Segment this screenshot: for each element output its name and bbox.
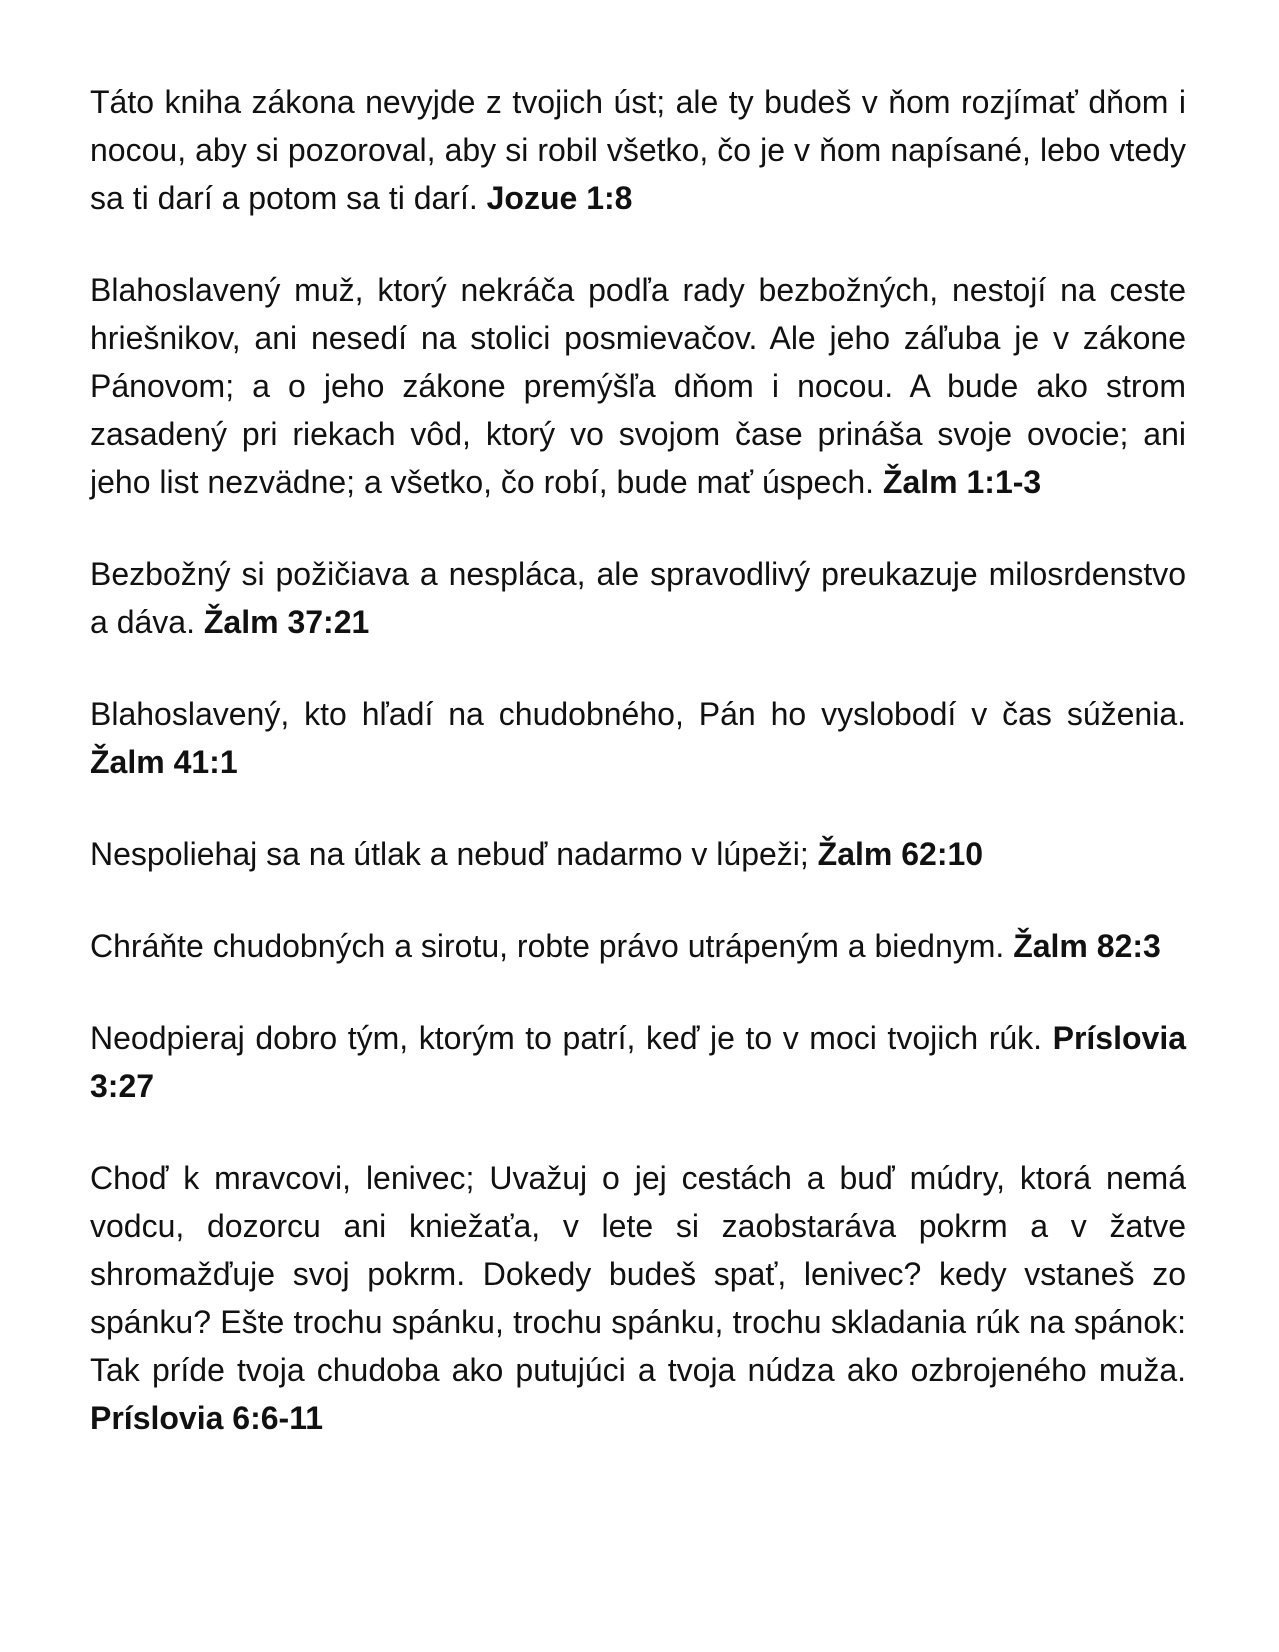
verse-text: Blahoslavený, kto hľadí na chudobného, Pán ho vyslobodí v čas súženia. <box>90 696 1186 732</box>
verse-paragraph <box>90 78 1186 222</box>
verse-paragraph <box>90 1014 1186 1110</box>
verse-paragraph <box>90 922 1186 970</box>
verse-reference: Jozue 1:8 <box>486 180 633 216</box>
verse-reference: Žalm 82:3 <box>1013 928 1161 964</box>
verse-text: Neodpieraj dobro tým, ktorým to patrí, keď je to v moci tvojich rúk. <box>90 1020 1043 1056</box>
verse-reference: Žalm 1:1-3 <box>882 464 1042 500</box>
verse-paragraph <box>90 1154 1186 1442</box>
verse-text: Táto kniha zákona nevyjde z tvojich úst; ale ty budeš v ňom rozjímať dňom i nocou, aby si pozoroval, aby si robil všetko, čo je v ňom napísané, lebo vtedy sa ti darí a potom sa ti darí. <box>90 84 1186 216</box>
verse-reference: Žalm 37:21 <box>203 604 370 640</box>
verse-text: Nespoliehaj sa na útlak a nebuď nadarmo v lúpeži; <box>90 836 809 872</box>
verse-text: Chráňte chudobných a sirotu, robte právo utrápeným a biednym. <box>90 928 1005 964</box>
verse-reference: Príslovia 3:27 <box>90 1020 1187 1104</box>
verse-paragraph <box>90 550 1186 646</box>
verse-paragraph <box>90 690 1186 786</box>
verse-reference: Žalm 62:10 <box>817 836 984 872</box>
verse-text: Blahoslavený muž, ktorý nekráča podľa rady bezbožných, nestojí na ceste hriešnikov, ani nesedí na stolici posmievačov. Ale jeho záľuba je v zákone Pánovom; a o jeho zákone premýšľa dňom i nocou. A bude ako strom zasadený pri riekach vôd, ktorý vo svojom čase prináša svoje ovocie; ani jeho list nezvädne; a všetko, čo robí, bude mať úspech. <box>90 272 1186 500</box>
verse-paragraph <box>90 266 1186 506</box>
verse-paragraph <box>90 830 1186 878</box>
verse-reference: Príslovia 6:6-11 <box>90 1400 324 1436</box>
verse-reference: Žalm 41:1 <box>90 744 238 780</box>
verse-text: Choď k mravcovi, lenivec; Uvažuj o jej cestách a buď múdry, ktorá nemá vodcu, dozorcu ani kniežaťa, v lete si zaobstaráva pokrm a v žatve shromažďuje svoj pokrm. Dokedy budeš spať, lenivec? kedy vstaneš zo spánku? Ešte trochu spánku, trochu spánku, trochu skladania rúk na spánok: Tak príde tvoja chudoba ako putujúci a tvoja núdza ako ozbrojeného muža. <box>90 1160 1186 1388</box>
verse-list <box>90 78 1186 1486</box>
verse-text: Bezbožný si požičiava a nespláca, ale spravodlivý preukazuje milosrdenstvo a dáva. <box>90 556 1186 640</box>
